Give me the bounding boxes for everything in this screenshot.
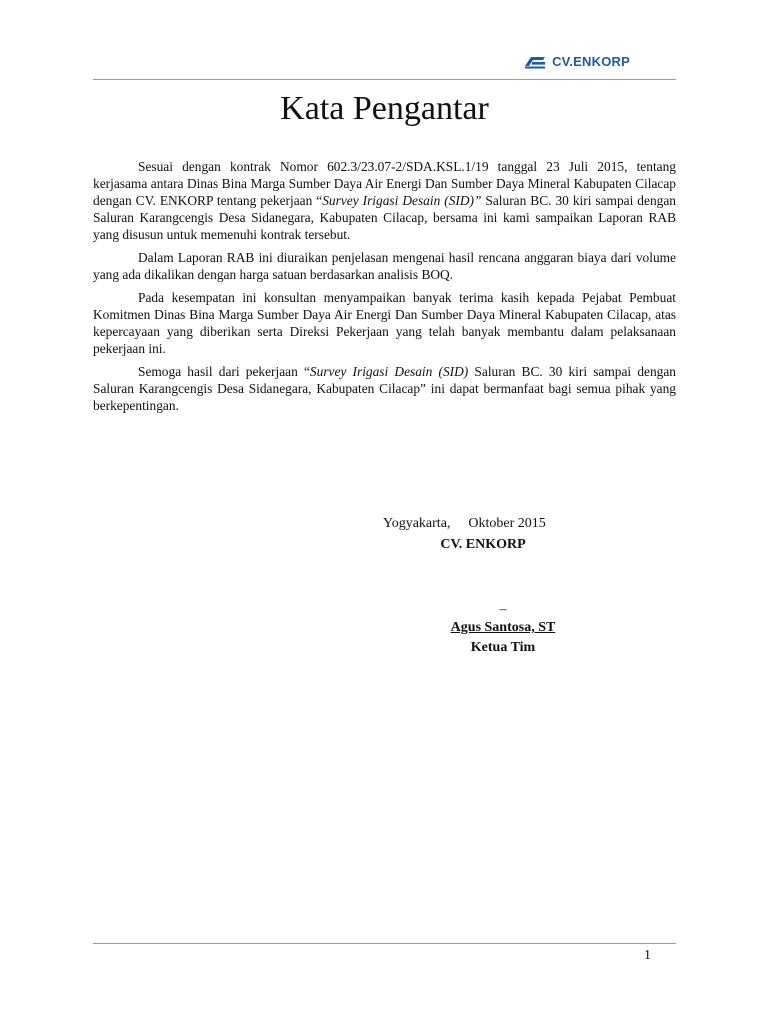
paragraph-text: Pada kesempatan ini konsultan menyampaikan banyak terima kasih kepada Pejabat Pembuat Komitmen Dinas Bina Marga Sumber Daya Air Energi Dan Sumber Daya Mineral Kabupaten Cilacap, atas kepercayaan yang diberikan serta Direksi Pekerjaan yang telah banyak membantu dalam pelaksanaan pekerjaan ini.	[93, 290, 676, 356]
page-title: Kata Pengantar	[280, 90, 489, 127]
paragraph-text: Dalam Laporan RAB ini diuraikan penjelasan mengenai hasil rencana anggaran biaya dari volume yang ada dikalikan dengan harga satuan berdasarkan analisis BOQ.	[93, 250, 676, 282]
paragraph-text: Semoga hasil dari pekerjaan “	[138, 364, 310, 379]
signature-place-date	[383, 515, 546, 533]
logo-text: CV.ENKORP	[552, 54, 630, 69]
paragraph	[93, 249, 676, 283]
paragraph-text: Saluran BC. 30 kiri sampai dengan Saluran Karangcengis Desa Sidanegara, Kabupaten Cilacap, bersama ini kami sampaikan Laporan RAB yang disusun untuk memenuhi kontrak tersebut.	[93, 193, 676, 242]
signature-company: CV. ENKORP	[440, 537, 526, 552]
enkorp-logo-icon	[523, 55, 547, 69]
page-number: 1	[644, 948, 651, 963]
page-footer	[93, 943, 676, 963]
paragraph-italic-text: Survey Irigasi Desain (SID)	[309, 364, 469, 379]
signatory-role: Ketua Tim	[470, 640, 536, 655]
signature-line: –	[499, 602, 507, 617]
company-logo	[523, 54, 630, 69]
paragraph	[93, 158, 676, 243]
signature-place: Yogyakarta,	[383, 516, 451, 531]
signatory-name: Agus Santosa, ST	[450, 620, 556, 635]
footer-rule	[93, 943, 676, 944]
document-body	[93, 158, 676, 420]
paragraph-text: Saluran BC. 30 kiri sampai dengan Saluran Karangcengis Desa Sidanegara, Kabupaten Cilacap” ini dapat bermanfaat bagi semua pihak yang berkepentingan.	[93, 364, 676, 413]
paragraph-italic-text: Survey Irigasi Desain (SID)”	[322, 193, 482, 208]
paragraph	[93, 363, 676, 414]
header-rule	[93, 79, 676, 80]
signature-date: Oktober 2015	[468, 516, 546, 531]
page-header	[93, 48, 676, 80]
paragraph	[93, 289, 676, 357]
paragraph-text: Sesuai dengan kontrak Nomor 602.3/23.07-2/SDA.KSL.1/19 tanggal 23 Juli 2015, tentang kerjasama antara Dinas Bina Marga Sumber Daya Air Energi Dan Sumber Daya Mineral Kabupaten Cilacap dengan CV. ENKORP tentang pekerjaan “	[93, 159, 676, 208]
